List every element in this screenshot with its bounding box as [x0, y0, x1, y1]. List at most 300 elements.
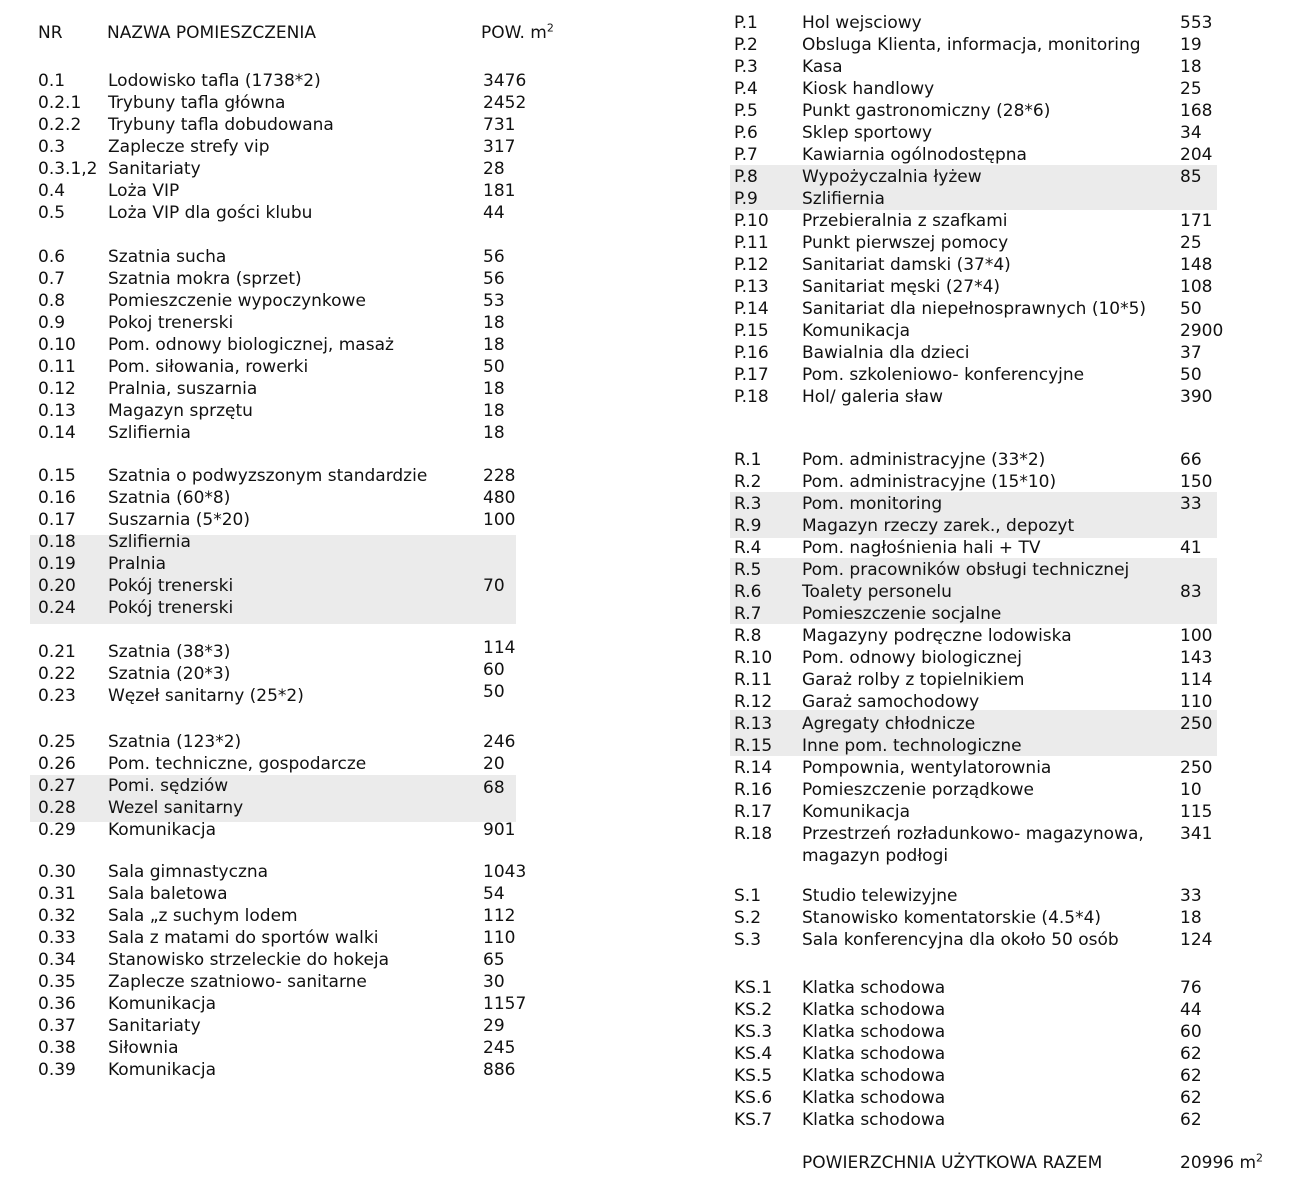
- room-number: 0.32: [38, 906, 76, 926]
- right-table-row: [734, 144, 1234, 166]
- room-number: 0.31: [38, 884, 76, 904]
- left-table-row: [38, 70, 527, 92]
- room-area: 10: [1180, 780, 1202, 800]
- right-table-row: [734, 823, 1234, 845]
- right-table-row: [734, 276, 1234, 298]
- room-number: P.12: [734, 255, 769, 275]
- left-table-row: [38, 905, 518, 927]
- room-name: Sala baletowa: [108, 884, 228, 904]
- room-number: P.4: [734, 79, 758, 99]
- room-name: Klatka schodowa: [802, 1066, 946, 1086]
- room-area: 30: [483, 972, 505, 992]
- room-name: Stanowisko komentatorskie (4.5*4): [802, 908, 1102, 928]
- right-table-row: [734, 1065, 1234, 1087]
- room-name: Hol/ galeria sław: [802, 387, 943, 407]
- room-number: P.16: [734, 343, 769, 363]
- room-area: 25: [1180, 233, 1202, 253]
- room-name: Hol wejsciowy: [802, 13, 922, 33]
- room-number: S.2: [734, 908, 762, 928]
- room-number: 0.36: [38, 994, 76, 1014]
- room-name: Stanowisko strzeleckie do hokeja: [108, 950, 390, 970]
- room-area: 62: [1180, 1110, 1202, 1130]
- room-area: 18: [483, 401, 505, 421]
- total-value-row: [1180, 1152, 1263, 1174]
- left-table-row: [38, 993, 527, 1015]
- room-name: Magazyny podręczne lodowiska: [802, 626, 1072, 646]
- right-table-row: [734, 929, 1234, 951]
- room-name: Przestrzeń rozładunkowo- magazynowa,: [802, 824, 1144, 844]
- room-area: 83: [1180, 582, 1202, 602]
- right-table-row: [734, 779, 1234, 801]
- room-area: 171: [1180, 211, 1213, 231]
- room-area: 114: [1180, 670, 1213, 690]
- room-area: 18: [1180, 908, 1202, 928]
- room-number: 0.5: [38, 203, 66, 223]
- right-table-row: [734, 188, 1234, 210]
- left-table-row: [38, 114, 518, 136]
- left-table-row: [38, 575, 518, 597]
- room-area: 3476: [483, 71, 527, 91]
- room-area: 53: [483, 291, 505, 311]
- room-number: 0.3: [38, 137, 66, 157]
- room-area: 54: [483, 884, 505, 904]
- room-number: 0.7: [38, 269, 66, 289]
- left-table-row: [38, 158, 518, 180]
- room-area: 18: [483, 313, 505, 333]
- room-number: P.2: [734, 35, 758, 55]
- room-name: Szatnia (60*8): [108, 488, 231, 508]
- room-name: Szlifiernia: [802, 189, 885, 209]
- room-name: Szatnia (20*3): [108, 664, 231, 684]
- room-number: R.5: [734, 560, 762, 580]
- room-number: 0.33: [38, 928, 76, 948]
- room-name: Pom. nagłośnienia hali + TV: [802, 538, 1041, 558]
- right-table-row: [734, 342, 1234, 364]
- room-area: 25: [1180, 79, 1202, 99]
- room-number: 0.27: [38, 776, 76, 796]
- left-table-row: [38, 509, 518, 531]
- right-table-row: [734, 232, 1234, 254]
- room-area: 18: [483, 335, 505, 355]
- room-number: 0.19: [38, 554, 76, 574]
- room-name: Pom. odnowy biologicznej: [802, 648, 1022, 668]
- left-table-row: [38, 290, 518, 312]
- room-name: Kawiarnia ogólnodostępna: [802, 145, 1027, 165]
- room-name: Szlifiernia: [108, 423, 191, 443]
- left-table-row: [38, 682, 518, 707]
- room-area: 114: [483, 638, 516, 658]
- total-label: POWIERZCHNIA UŻYTKOWA RAZEM: [802, 1153, 1103, 1173]
- room-name: Inne pom. technologiczne: [802, 736, 1022, 756]
- right-table-row: [734, 493, 1234, 515]
- room-name: Klatka schodowa: [802, 1088, 946, 1108]
- room-area: 317: [483, 137, 516, 157]
- right-table-row: [734, 581, 1234, 603]
- room-name: magazyn podłogi: [802, 846, 949, 866]
- right-table-row: [734, 254, 1234, 276]
- room-area: 41: [1180, 538, 1202, 558]
- header-area-label: POW. m: [481, 23, 547, 43]
- right-table-row: [734, 757, 1234, 779]
- left-table-row: [38, 334, 518, 356]
- right-table-row: [734, 515, 1234, 537]
- room-name: Szlifiernia: [108, 532, 191, 552]
- room-number: P.9: [734, 189, 758, 209]
- room-area: 19: [1180, 35, 1202, 55]
- room-number: 0.8: [38, 291, 66, 311]
- room-area: 228: [483, 466, 516, 486]
- room-name: Punkt gastronomiczny (28*6): [802, 101, 1051, 121]
- room-area: 1043: [483, 862, 527, 882]
- room-area: 44: [1180, 1000, 1202, 1020]
- room-name: Komunikacja: [108, 1060, 216, 1080]
- left-table-row: [38, 400, 518, 422]
- room-number: 0.11: [38, 357, 76, 377]
- room-area: 250: [1180, 714, 1213, 734]
- room-name: Magazyn rzeczy zarek., depozyt: [802, 516, 1075, 536]
- room-name: Bawialnia dla dzieci: [802, 343, 970, 363]
- room-area: 37: [1180, 343, 1202, 363]
- room-area: 2900: [1180, 321, 1224, 341]
- room-name: Sanitariat męski (27*4): [802, 277, 1001, 297]
- room-area: 245: [483, 1038, 516, 1058]
- right-table-row: [734, 713, 1234, 735]
- left-table-row: [38, 1015, 518, 1037]
- room-number: P.11: [734, 233, 769, 253]
- right-table-row: [734, 56, 1234, 78]
- room-number: KS.4: [734, 1044, 773, 1064]
- room-name: Sklep sportowy: [802, 123, 933, 143]
- room-number: KS.1: [734, 978, 773, 998]
- room-area: 18: [483, 379, 505, 399]
- left-table-row: [38, 971, 518, 993]
- room-name: Pom. szkoleniowo- konferencyjne: [802, 365, 1085, 385]
- room-number: R.1: [734, 450, 762, 470]
- room-name: Pompownia, wentylatorownia: [802, 758, 1052, 778]
- left-table-row: [38, 1037, 518, 1059]
- room-area: 60: [1180, 1022, 1202, 1042]
- room-name: Szatnia sucha: [108, 247, 227, 267]
- header-nr: NR: [38, 23, 63, 43]
- right-table-row: [734, 1021, 1234, 1043]
- room-number: 0.34: [38, 950, 76, 970]
- room-area: 44: [483, 203, 505, 223]
- room-name: Pralnia: [108, 554, 166, 574]
- left-table-row: [38, 136, 518, 158]
- left-table-row: [38, 92, 527, 114]
- room-number: 0.29: [38, 820, 76, 840]
- room-area: 60: [483, 660, 505, 680]
- room-area: 150: [1180, 472, 1213, 492]
- room-number: P.10: [734, 211, 769, 231]
- room-name: Przebieralnia z szafkami: [802, 211, 1008, 231]
- room-number: 0.24: [38, 598, 76, 618]
- room-area: 1157: [483, 994, 527, 1014]
- right-table-row: [734, 364, 1234, 386]
- right-table-row: [734, 122, 1234, 144]
- room-name: Kiosk handlowy: [802, 79, 935, 99]
- right-table-row: [734, 845, 1234, 867]
- room-number: R.9: [734, 516, 762, 536]
- room-number: S.1: [734, 886, 762, 906]
- room-name: Sanitariat dla niepełnosprawnych (10*5): [802, 299, 1147, 319]
- left-table-row: [38, 312, 518, 334]
- left-table-row: [38, 531, 518, 553]
- room-area: 34: [1180, 123, 1202, 143]
- room-number: 0.38: [38, 1038, 76, 1058]
- room-area: 250: [1180, 758, 1213, 778]
- room-name: Komunikacja: [108, 820, 216, 840]
- room-number: R.12: [734, 692, 773, 712]
- right-table-row: [734, 12, 1234, 34]
- right-table-row: [734, 537, 1234, 559]
- room-number: 0.13: [38, 401, 76, 421]
- room-number: R.10: [734, 648, 773, 668]
- room-area: 62: [1180, 1066, 1202, 1086]
- room-number: 0.26: [38, 754, 76, 774]
- room-number: 0.21: [38, 642, 76, 662]
- room-number: 0.16: [38, 488, 76, 508]
- room-name: Pom. pracowników obsługi technicznej: [802, 560, 1130, 580]
- room-area: 62: [1180, 1088, 1202, 1108]
- room-name: Siłownia: [108, 1038, 179, 1058]
- room-number: 0.1: [38, 71, 66, 91]
- right-table-row: [734, 34, 1234, 56]
- room-name: Zaplecze szatniowo- sanitarne: [108, 972, 367, 992]
- room-area: 480: [483, 488, 516, 508]
- room-area: 50: [483, 357, 505, 377]
- room-name: Obsluga Klienta, informacja, monitoring: [802, 35, 1141, 55]
- room-area: 33: [1180, 886, 1202, 906]
- room-number: R.13: [734, 714, 773, 734]
- room-number: P.6: [734, 123, 758, 143]
- room-number: R.4: [734, 538, 762, 558]
- room-area: 50: [1180, 365, 1202, 385]
- room-area: 143: [1180, 648, 1213, 668]
- room-number: R.3: [734, 494, 762, 514]
- room-area: 33: [1180, 494, 1202, 514]
- room-name: Magazyn sprzętu: [108, 401, 253, 421]
- room-name: Pom. siłowania, rowerki: [108, 357, 309, 377]
- room-number: P.1: [734, 13, 758, 33]
- room-name: Kasa: [802, 57, 843, 77]
- room-name: Toalety personelu: [802, 582, 952, 602]
- room-number: 0.4: [38, 181, 66, 201]
- right-table-row: [734, 691, 1234, 713]
- room-name: Pom. administracyjne (15*10): [802, 472, 1057, 492]
- room-name: Wypożyczalnia łyżew: [802, 167, 982, 187]
- room-number: 0.6: [38, 247, 66, 267]
- room-name: Loża VIP: [108, 181, 180, 201]
- room-area: 56: [483, 269, 505, 289]
- room-number: 0.22: [38, 664, 76, 684]
- room-area: 148: [1180, 255, 1213, 275]
- room-number: P.3: [734, 57, 758, 77]
- room-name: Klatka schodowa: [802, 1110, 946, 1130]
- room-name: Trybuny tafla dobudowana: [108, 115, 334, 135]
- room-number: 0.23: [38, 686, 76, 706]
- room-name: Sala gimnastyczna: [108, 862, 269, 882]
- room-name: Komunikacja: [802, 802, 910, 822]
- left-table-row: [38, 775, 518, 797]
- room-name: Pomieszczenie porządkowe: [802, 780, 1034, 800]
- room-number: P.17: [734, 365, 769, 385]
- room-name: Szatnia mokra (sprzet): [108, 269, 302, 289]
- room-name: Garaż samochodowy: [802, 692, 980, 712]
- header-name: NAZWA POMIESZCZENIA: [107, 23, 317, 43]
- right-table-row: [734, 907, 1234, 929]
- room-area: 100: [483, 510, 516, 530]
- room-number: 0.28: [38, 798, 76, 818]
- room-number: R.11: [734, 670, 773, 690]
- room-number: 0.2.2: [38, 115, 82, 135]
- left-table-row: [38, 465, 518, 487]
- room-number: P.13: [734, 277, 769, 297]
- right-table-row: [734, 210, 1234, 232]
- room-number: 0.9: [38, 313, 66, 333]
- room-number: R.16: [734, 780, 773, 800]
- left-table-row: [38, 597, 518, 619]
- room-number: KS.6: [734, 1088, 773, 1108]
- room-name: Komunikacja: [108, 994, 216, 1014]
- room-name: Trybuny tafla główna: [108, 93, 286, 113]
- left-table-row: [38, 883, 518, 905]
- room-name: Garaż rolby z topielnikiem: [802, 670, 1025, 690]
- total-value: 20996 $m^2$: [1180, 1151, 1264, 1173]
- room-name: Pom. odnowy biologicznej, masaż: [108, 335, 394, 355]
- header-area-sup: 2: [546, 21, 554, 35]
- room-name: Klatka schodowa: [802, 978, 946, 998]
- room-name: Sala „z suchym lodem: [108, 906, 298, 926]
- left-table-row: [38, 949, 518, 971]
- left-table-row: [38, 202, 518, 224]
- left-table-row: [38, 356, 518, 378]
- room-area: 85: [1180, 167, 1202, 187]
- room-name: Pom. monitoring: [802, 494, 943, 514]
- room-number: P.15: [734, 321, 769, 341]
- room-number: 0.15: [38, 466, 76, 486]
- room-name: Lodowisko tafla (1738*2): [108, 71, 321, 91]
- room-area: 168: [1180, 101, 1213, 121]
- room-name: Sala z matami do sportów walki: [108, 928, 379, 948]
- right-table-row: [734, 625, 1234, 647]
- room-number: 0.3.1,2: [38, 159, 98, 179]
- room-number: R.14: [734, 758, 773, 778]
- room-name: Pokój trenerski: [108, 598, 234, 618]
- room-name: Węzeł sanitarny (25*2): [108, 686, 304, 706]
- right-table-row: [734, 885, 1234, 907]
- room-area: 112: [483, 906, 516, 926]
- left-table-row: [38, 1059, 518, 1081]
- left-table-row: [38, 638, 518, 663]
- right-table-row: [734, 603, 1234, 625]
- room-area: 65: [483, 950, 505, 970]
- room-name: Wezel sanitarny: [108, 798, 244, 818]
- room-area: 28: [483, 159, 505, 179]
- room-area: 124: [1180, 930, 1213, 950]
- right-table-row: [734, 386, 1234, 408]
- room-name: Sanitariat damski (37*4): [802, 255, 1011, 275]
- room-area: 204: [1180, 145, 1213, 165]
- room-number: S.3: [734, 930, 762, 950]
- room-name: Szatnia o podwyzszonym standardzie: [108, 466, 428, 486]
- room-area: 50: [1180, 299, 1202, 319]
- right-table-row: [734, 471, 1234, 493]
- room-area: 901: [483, 820, 516, 840]
- room-name: Sanitariaty: [108, 1016, 201, 1036]
- left-table-row: [38, 861, 527, 883]
- room-area: 110: [483, 928, 516, 948]
- room-area: 29: [483, 1016, 505, 1036]
- right-table-row: [734, 647, 1234, 669]
- room-name: Sala konferencyjna dla około 50 osób: [802, 930, 1119, 950]
- room-area: 553: [1180, 13, 1213, 33]
- room-area: 18: [1180, 57, 1202, 77]
- room-area: 115: [1180, 802, 1213, 822]
- room-area: 2452: [483, 93, 527, 113]
- left-table-row: [38, 660, 518, 685]
- room-number: R.18: [734, 824, 773, 844]
- left-table-row: [38, 927, 518, 949]
- room-number: KS.2: [734, 1000, 773, 1020]
- right-table-row: [734, 669, 1234, 691]
- room-area: 76: [1180, 978, 1202, 998]
- room-number: 0.2.1: [38, 93, 82, 113]
- room-area: 390: [1180, 387, 1213, 407]
- room-name: Pom. administracyjne (33*2): [802, 450, 1046, 470]
- room-name: Szatnia (123*2): [108, 732, 242, 752]
- room-area: 66: [1180, 450, 1202, 470]
- room-name: Pokoj trenerski: [108, 313, 234, 333]
- room-number: 0.39: [38, 1060, 76, 1080]
- right-table-row: [734, 801, 1234, 823]
- room-number: R.6: [734, 582, 762, 602]
- room-number: 0.12: [38, 379, 76, 399]
- left-table-row: [38, 753, 518, 775]
- room-name: Pomieszczenie socjalne: [802, 604, 1002, 624]
- room-name: Klatka schodowa: [802, 1000, 946, 1020]
- header-area: [481, 23, 554, 43]
- room-number: P.14: [734, 299, 769, 319]
- right-table-row: [734, 559, 1234, 581]
- right-table-row: [734, 999, 1234, 1021]
- room-name: Pomi. sędziów: [108, 776, 229, 796]
- room-name: Zaplecze strefy vip: [108, 137, 270, 157]
- room-name: Szatnia (38*3): [108, 642, 231, 662]
- room-name: Loża VIP dla gości klubu: [108, 203, 313, 223]
- room-number: 0.10: [38, 335, 76, 355]
- right-table-row: [734, 166, 1234, 188]
- right-table-row: [734, 100, 1234, 122]
- room-name: Klatka schodowa: [802, 1044, 946, 1064]
- room-area: 50: [483, 682, 505, 702]
- right-table-row: [734, 449, 1234, 471]
- room-area: 18: [483, 423, 505, 443]
- room-area: 731: [483, 115, 516, 135]
- room-number: 0.18: [38, 532, 76, 552]
- room-name: Komunikacja: [802, 321, 910, 341]
- room-name: Sanitariaty: [108, 159, 201, 179]
- right-table-row: [734, 78, 1234, 100]
- room-area: 108: [1180, 277, 1213, 297]
- room-area: 886: [483, 1060, 516, 1080]
- room-area: 341: [1180, 824, 1213, 844]
- room-number: KS.7: [734, 1110, 773, 1130]
- room-number: 0.30: [38, 862, 76, 882]
- room-area: 68: [483, 778, 505, 798]
- left-table-row: [38, 819, 518, 841]
- right-table-row: [734, 1043, 1234, 1065]
